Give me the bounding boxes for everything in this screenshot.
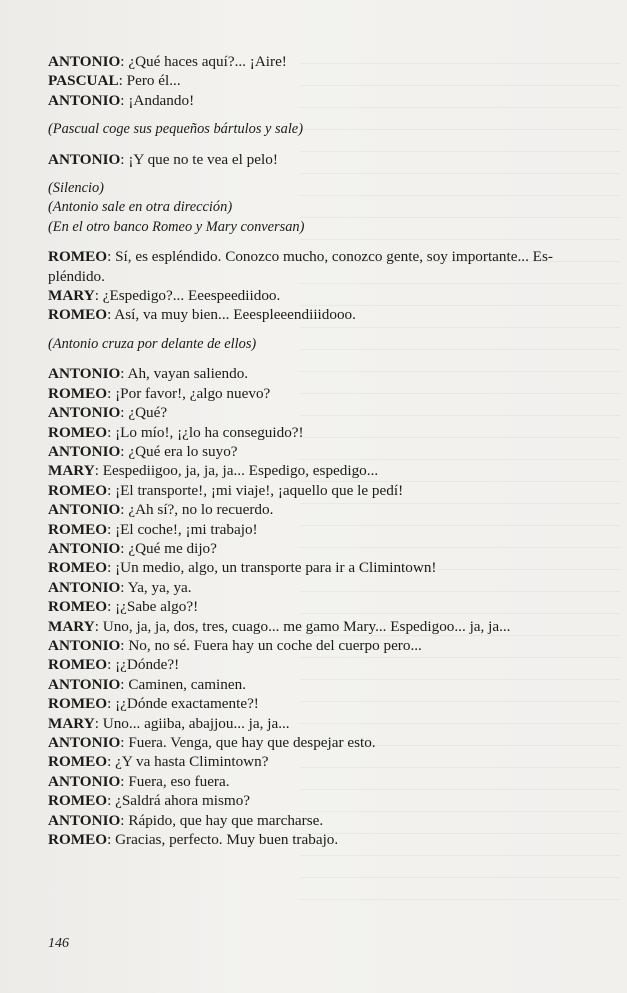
speaker-colon: : — [118, 72, 127, 90]
speaker-name: ROMEO — [48, 656, 108, 674]
spacer — [48, 237, 588, 247]
dialogue-line — [48, 71, 588, 90]
speaker-colon: : — [107, 695, 116, 713]
speaker-name: ANTONIO — [48, 442, 121, 460]
dialogue-line — [48, 558, 588, 577]
speaker-name: ROMEO — [48, 248, 108, 266]
speaker-colon: : — [107, 559, 116, 577]
dialogue-line — [48, 539, 588, 558]
speaker-name: ROMEO — [48, 481, 108, 499]
dialogue-text: Sí, es espléndido. Conozco mucho, conozco gente, soy importante... Es- — [115, 248, 553, 266]
stage-direction: (Silencio) — [48, 180, 104, 197]
speaker-colon: : — [120, 578, 128, 596]
dialogue-line — [48, 247, 588, 266]
dialogue-text: Rápido, que hay que marcharse. — [128, 811, 324, 829]
speaker-colon: : — [107, 753, 116, 771]
speaker-colon: : — [107, 423, 116, 441]
dialogue-text: Caminen, caminen. — [128, 675, 246, 693]
speaker-colon: : — [94, 714, 103, 732]
dialogue-line — [48, 305, 588, 324]
dialogue-line — [48, 403, 588, 422]
speaker-name: ROMEO — [48, 520, 108, 538]
dialogue-text: Ya, ya, ya. — [127, 578, 192, 596]
speaker-name: ANTONIO — [48, 91, 121, 109]
spacer — [48, 169, 588, 179]
dialogue-text: ¡El coche!, ¡mi trabajo! — [115, 520, 258, 538]
dialogue-line — [48, 481, 588, 500]
speaker-name: ROMEO — [48, 753, 108, 771]
spacer — [48, 110, 588, 120]
dialogue-line — [48, 752, 588, 771]
speaker-colon: : — [107, 831, 116, 849]
speaker-name: ROMEO — [48, 831, 108, 849]
speaker-name: ANTONIO — [48, 365, 121, 383]
speaker-name: ROMEO — [48, 423, 108, 441]
dialogue-text: ¡Y que no te vea el pelo! — [128, 150, 278, 168]
speaker-name: ANTONIO — [48, 53, 121, 70]
speaker-colon: : — [120, 53, 129, 70]
dialogue-line — [48, 733, 588, 752]
dialogue-line — [48, 461, 588, 480]
speaker-colon: : — [120, 772, 129, 790]
dialogue-line — [48, 617, 588, 636]
dialogue-text: ¡¿Dónde?! — [115, 656, 180, 674]
spacer — [48, 140, 588, 150]
dialogue-line — [48, 442, 588, 461]
dialogue-line — [48, 675, 588, 694]
speaker-name: ROMEO — [48, 559, 108, 577]
speaker-name: MARY — [48, 714, 95, 732]
dialogue-text: Ah, vayan saliendo. — [127, 365, 249, 383]
speaker-name: ANTONIO — [48, 734, 121, 751]
dialogue-text: ¿Qué haces aquí?... ¡Aire! — [128, 53, 287, 70]
dialogue-line — [48, 811, 588, 830]
speaker-name: MARY — [48, 462, 95, 480]
dialogue-text: Fuera. Venga, que hay que despejar esto. — [128, 734, 376, 751]
speaker-colon: : — [107, 520, 116, 538]
speaker-colon: : — [107, 481, 116, 499]
dialogue-text: ¡Andando! — [128, 91, 195, 109]
speaker-name: ANTONIO — [48, 404, 121, 422]
dialogue-line — [48, 597, 588, 616]
dialogue-line — [48, 636, 588, 655]
speaker-name: ROMEO — [48, 695, 108, 713]
speaker-colon: : — [120, 811, 129, 829]
speaker-colon: : — [94, 462, 103, 480]
dialogue-text: ¿Qué me dijo? — [128, 539, 217, 557]
dialogue-text: Uno, ja, ja, dos, tres, cuago... me gamo Mary... Espedigoo... ja, ja... — [102, 617, 511, 635]
dialogue-text: Gracias, perfecto. Muy buen trabajo. — [115, 831, 339, 849]
dialogue-text: Eespediigoo, ja, ja, ja... Espedigo, espedigo... — [102, 462, 379, 480]
speaker-name: ANTONIO — [48, 150, 121, 168]
dialogue-line — [48, 791, 588, 810]
speaker-colon: : — [120, 91, 129, 109]
speaker-colon: : — [94, 287, 103, 305]
speaker-colon: : — [120, 404, 129, 422]
speaker-name: ANTONIO — [48, 811, 121, 829]
dialogue-line — [48, 286, 588, 305]
speaker-colon: : — [120, 501, 129, 519]
dialogue-text: ¡El transporte!, ¡mi viaje!, ¡aquello que le pedí! — [115, 481, 404, 499]
dialogue-text: ¡Un medio, algo, un transporte para ir a Climintown! — [115, 559, 437, 577]
dialogue-continuation: pléndido. — [48, 267, 105, 285]
dialogue-text: ¿Ah sí?, no lo recuerdo. — [128, 501, 274, 519]
speaker-colon: : — [107, 656, 116, 674]
speaker-colon: : — [120, 539, 129, 557]
speaker-colon: : — [107, 384, 116, 402]
dialogue-line — [48, 714, 588, 733]
dialogue-line — [48, 384, 588, 403]
dialogue-line — [48, 694, 588, 713]
speaker-name: ANTONIO — [48, 636, 121, 654]
stage-direction: (Pascual coge sus pequeños bártulos y sale) — [48, 121, 303, 138]
dialogue-text: Fuera, eso fuera. — [128, 772, 230, 790]
speaker-name: ANTONIO — [48, 675, 121, 693]
dialogue-line — [48, 830, 588, 849]
speaker-name: ROMEO — [48, 792, 108, 810]
speaker-colon: : — [120, 734, 129, 751]
speaker-colon: : — [107, 306, 115, 324]
speaker-name: ROMEO — [48, 306, 108, 324]
dialogue-text: Uno... agiiba, abajjou... ja, ja... — [102, 714, 290, 732]
dialogue-line — [48, 52, 588, 71]
dialogue-text: ¿Qué era lo suyo? — [128, 442, 238, 460]
page-number: 146 — [48, 936, 69, 951]
speaker-colon: : — [120, 636, 129, 654]
dialogue-text: Así, va muy bien... Eeespleeendiiidooo. — [114, 306, 356, 324]
dialogue-text: Pero él... — [126, 72, 181, 90]
speaker-colon: : — [120, 442, 129, 460]
dialogue-line — [48, 520, 588, 539]
dialogue-text: ¿Espedigo?... Eeespeediidoo. — [102, 287, 281, 305]
stage-direction: (Antonio cruza por delante de ellos) — [48, 335, 257, 352]
speaker-colon: : — [120, 150, 129, 168]
spacer — [48, 354, 588, 364]
dialogue-line — [48, 655, 588, 674]
dialogue-text: ¿Saldrá ahora mismo? — [115, 792, 251, 810]
dialogue-text: ¡¿Dónde exactamente?! — [115, 695, 259, 713]
speaker-name: ANTONIO — [48, 539, 121, 557]
dialogue-line — [48, 91, 588, 110]
dialogue-text: ¡¿Sabe algo?! — [115, 598, 199, 616]
dialogue-text: ¡Por favor!, ¿algo nuevo? — [115, 384, 271, 402]
spacer — [48, 325, 588, 335]
play-script-text — [48, 52, 588, 849]
speaker-colon: : — [120, 675, 129, 693]
dialogue-text: ¡Lo mío!, ¡¿lo ha conseguido?! — [115, 423, 304, 441]
speaker-colon: : — [107, 248, 116, 266]
stage-direction: (En el otro banco Romeo y Mary conversan) — [48, 218, 305, 235]
dialogue-line — [48, 423, 588, 442]
dialogue-line — [48, 578, 588, 597]
dialogue-line — [48, 150, 588, 169]
stage-direction: (Antonio sale en otra dirección) — [48, 199, 233, 216]
speaker-name: ANTONIO — [48, 578, 121, 596]
speaker-name: ANTONIO — [48, 772, 121, 790]
speaker-colon: : — [94, 617, 103, 635]
speaker-colon: : — [107, 792, 116, 810]
dialogue-line — [48, 364, 588, 383]
speaker-name: PASCUAL — [48, 72, 119, 90]
dialogue-line — [48, 500, 588, 519]
dialogue-text: ¿Qué? — [128, 404, 168, 422]
dialogue-line — [48, 772, 588, 791]
dialogue-text: ¿Y va hasta Climintown? — [115, 753, 269, 771]
speaker-name: MARY — [48, 617, 95, 635]
speaker-name: ROMEO — [48, 384, 108, 402]
speaker-name: ROMEO — [48, 598, 108, 616]
speaker-colon: : — [107, 598, 116, 616]
speaker-name: MARY — [48, 287, 95, 305]
speaker-name: ANTONIO — [48, 501, 121, 519]
dialogue-text: No, no sé. Fuera hay un coche del cuerpo pero... — [128, 636, 422, 654]
speaker-colon: : — [120, 365, 128, 383]
